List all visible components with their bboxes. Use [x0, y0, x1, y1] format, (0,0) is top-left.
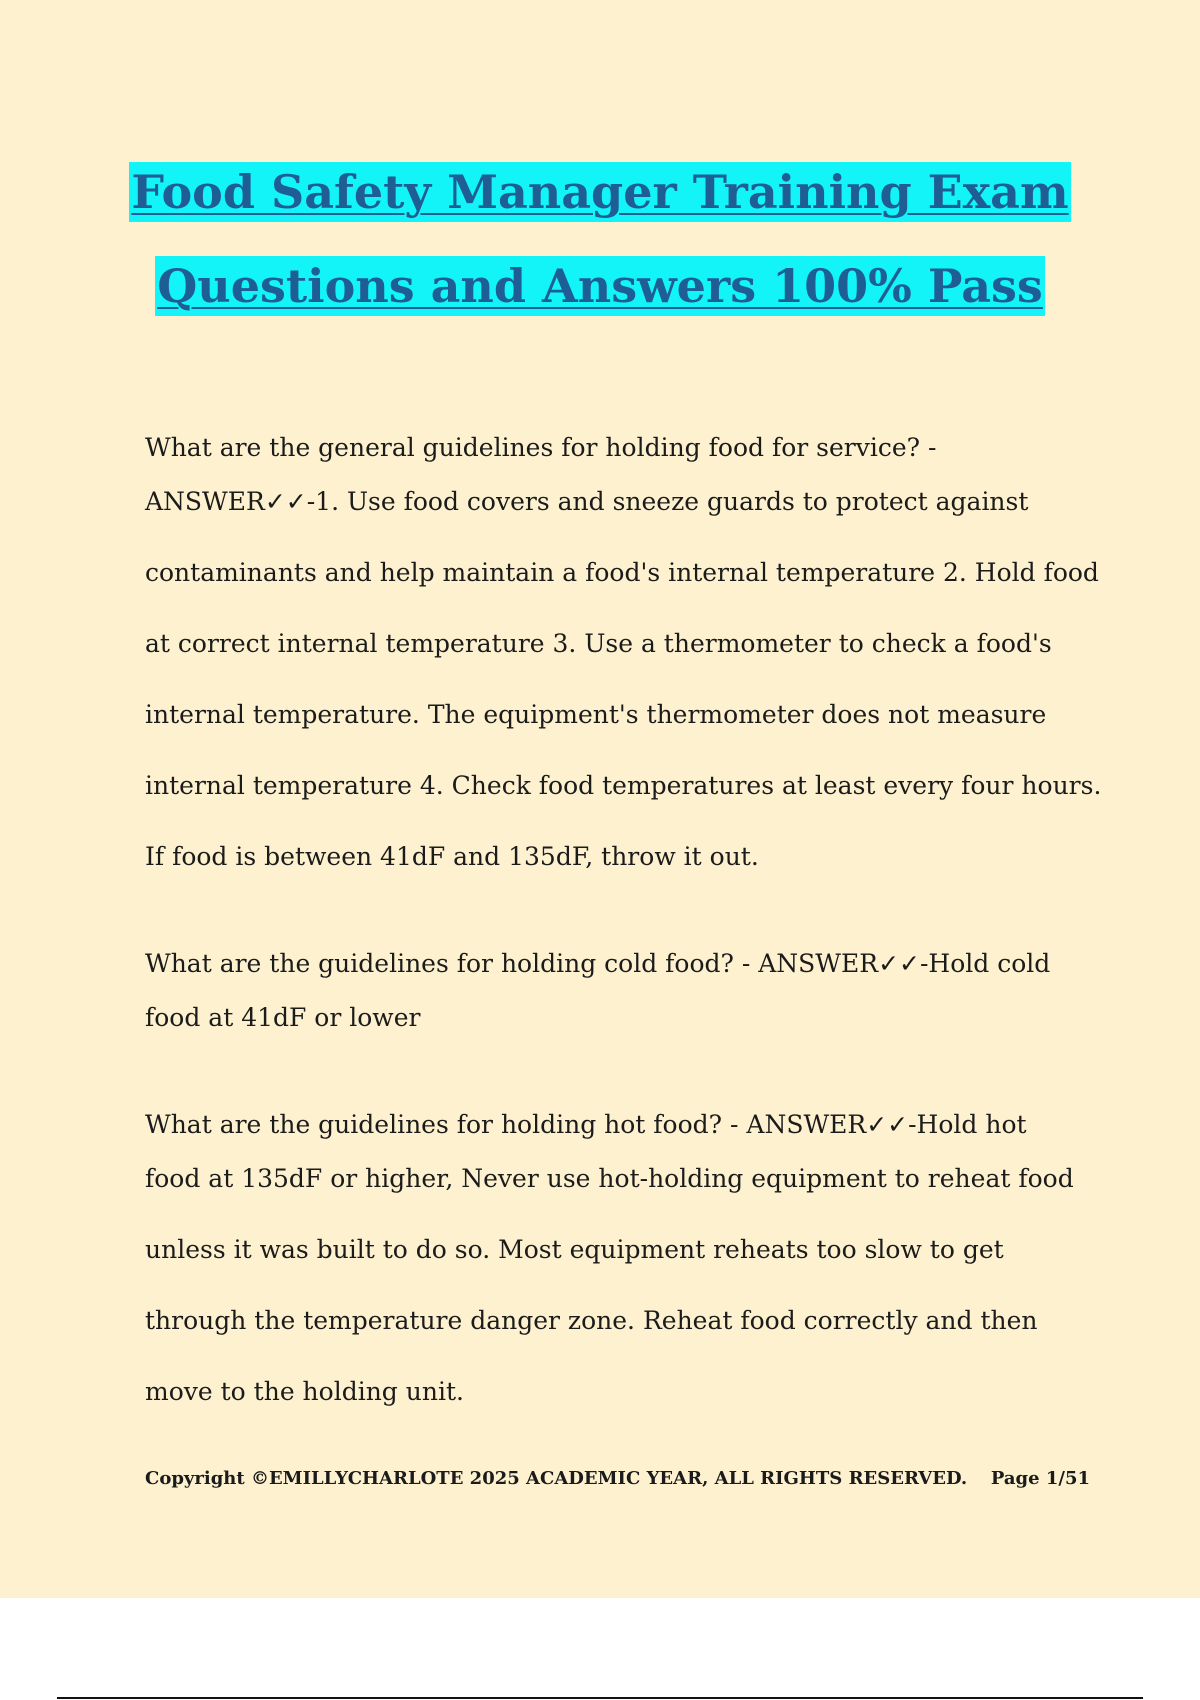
text-line: ANSWER✓✓-1. Use food covers and sneeze guards to protect against	[145, 487, 1029, 516]
document-title	[0, 162, 1200, 316]
text-line: through the temperature danger zone. Reheat food correctly and then	[145, 1306, 1038, 1335]
text-line: internal temperature 4. Check food temperatures at least every four hours.	[145, 771, 1102, 800]
text-line: food at 41dF or lower	[145, 1003, 421, 1032]
text-line: at correct internal temperature 3. Use a thermometer to check a food's	[145, 629, 1052, 658]
page-footer	[145, 1468, 1090, 1489]
qa-item	[145, 1107, 1095, 1427]
text-line: What are the guidelines for holding cold food? - ANSWER✓✓-Hold cold	[145, 949, 1051, 978]
text-line: move to the holding unit.	[145, 1377, 464, 1406]
text-line: internal temperature. The equipment's thermometer does not measure	[145, 700, 1047, 729]
bottom-divider	[57, 1697, 1143, 1699]
qa-item	[145, 946, 1095, 1053]
text-line: unless it was built to do so. Most equipment reheats too slow to get	[145, 1235, 1004, 1264]
text-line: What are the general guidelines for holding food for service? -	[145, 433, 937, 462]
qa-item	[145, 430, 1102, 892]
qa-content	[145, 430, 1102, 1427]
page-number: Page 1/51	[990, 1468, 1090, 1489]
text-line: If food is between 41dF and 135dF, throw it out.	[145, 842, 759, 871]
copyright-notice: Copyright ©EMILLYCHARLOTE 2025 ACADEMIC YEAR, ALL RIGHTS RESERVED.	[145, 1468, 968, 1489]
title-line-1: Food Safety Manager Training Exam	[129, 162, 1070, 222]
text-line: food at 135dF or higher, Never use hot-holding equipment to reheat food	[145, 1164, 1074, 1193]
title-line-2: Questions and Answers 100% Pass	[155, 256, 1045, 316]
text-line: What are the guidelines for holding hot food? - ANSWER✓✓-Hold hot	[145, 1110, 1027, 1139]
text-line: contaminants and help maintain a food's internal temperature 2. Hold food	[145, 558, 1099, 587]
